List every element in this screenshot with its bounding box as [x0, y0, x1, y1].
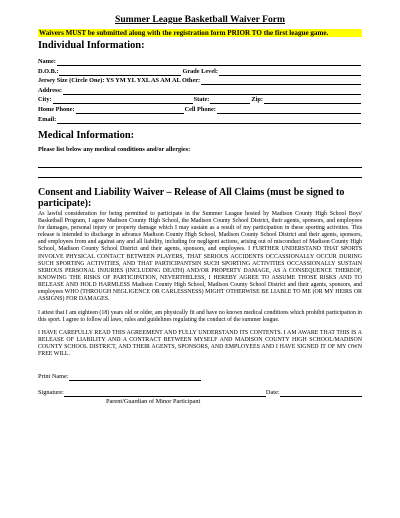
- print-name-field[interactable]: [69, 373, 201, 381]
- medical-prompt: Please list below any medical conditions and/or allergies:: [38, 145, 191, 153]
- medical-line-1[interactable]: [38, 158, 362, 168]
- city-row: [38, 95, 362, 105]
- date-field[interactable]: [280, 389, 362, 397]
- dob-row: [38, 66, 362, 76]
- cell-phone-label: Cell Phone:: [184, 105, 216, 113]
- waiver-paragraph-release: As lawful consideration for being permitted to participate in the Summer League hosted by Madison County High School Boys' Basketball Program, I agree Madison County High School, the Madison County School District, their agents, sponsors, and employees for damages, personal injury or property damage which I may sustain as a result of my participation in these sporting activities. This release is intended to discharge in advance Madison County High School, Madison County School District and their agents, sponsors, and employees from and against any and all liability, including for negligent actions, arising out of misconduct of Madison County High School, Madison County School District and their agents, sponsors, and employees. I FURTHER UNDERSTAND THAT SPORTS INVOLVE PHYSICAL CONTACT BETWEEN PLAYERS, THAT SERIOUS ACCIDENTS OCCASSIONALLY OCCUR DURING SUCH SPORTING ACTIVITIES, AND THAT PARTICIPANTSIN SUCH SPORTING ACTIVITIES OCCASSIONALLY SUSTAIN SERIOUS PERSONAL INJURIES (INCLUDING DEATH) AND/OR PROPERTY DAMAGE, AS A CONSEQUENCE THEREOF, KNOWING THE RISKS OF PARTICIPATION, NEVERTHELESS, I HEREBY AGREE TO ASSUME THOSE RISKS AND TO RELEASE AND HOLD HARMLESS Madison County High School, Madison County School District and their agents, sponsors, and employees WHO (THROUGH NEGLIGENCE OR CARLESSNESS) MIGHT OTHERWISE BE LIABLE TO ME (OR MY HEIRS OR ASSIGNS) FOR DAMAGES.: [38, 210, 362, 303]
- city-label: City:: [38, 96, 52, 104]
- print-name-row: [38, 371, 362, 381]
- individual-info-heading: Individual Information:: [38, 40, 145, 52]
- waiver-paragraph-attest: I attest that I am eighteen (18) years old or older, am physically fit and have no known medical conditions which prohibit participation in this sport. I agree to follow all laws, rules and guidelines regulating the conduct of the summer league.: [38, 309, 362, 323]
- submission-notice: Waivers MUST be submitted along with the registration form PRIOR TO the first league game.: [38, 29, 362, 37]
- zip-label: Zip:: [251, 96, 263, 104]
- name-label: Name:: [38, 58, 56, 65]
- date-label: Date:: [265, 388, 280, 396]
- address-field[interactable]: [63, 87, 361, 95]
- jersey-label: Jersey Size (Circle One): YS YM YL YXL AS AM AL Other:: [38, 77, 201, 85]
- signature-row: [38, 387, 362, 397]
- dob-field[interactable]: [59, 68, 181, 76]
- name-field[interactable]: [57, 58, 361, 66]
- signature-label: Signature:: [38, 388, 64, 396]
- phone-row: [38, 104, 362, 114]
- state-label: State:: [193, 96, 210, 104]
- grade-field[interactable]: [219, 68, 361, 76]
- address-row: [38, 85, 362, 95]
- home-phone-field[interactable]: [76, 106, 184, 114]
- jersey-other-field[interactable]: [201, 78, 361, 86]
- print-name-label: Print Name:: [38, 372, 69, 380]
- dob-label: D.O.B.:: [38, 67, 59, 75]
- email-row: [38, 114, 362, 124]
- form-title: Summer League Basketball Waiver Form: [114, 14, 286, 25]
- city-field[interactable]: [53, 97, 193, 105]
- home-phone-label: Home Phone:: [38, 105, 75, 113]
- state-field[interactable]: [210, 97, 250, 105]
- parent-guardian-label: Parent/Guardian of Minor Participant: [106, 397, 201, 405]
- grade-label: Grade Level:: [182, 67, 218, 75]
- cell-phone-field[interactable]: [217, 106, 361, 114]
- zip-field[interactable]: [264, 97, 361, 105]
- name-row: [38, 56, 362, 66]
- medical-line-2[interactable]: [38, 168, 362, 178]
- address-label: Address:: [38, 86, 63, 94]
- medical-info-heading: Medical Information:: [38, 129, 135, 141]
- waiver-heading: Consent and Liability Waiver – Release of All Claims (must be signed to participate):: [38, 186, 345, 210]
- email-label: Email:: [38, 115, 57, 123]
- signature-field[interactable]: [64, 389, 266, 397]
- waiver-paragraph-acknowledge: I HAVE CAREFULLY READ THIS AGREEMENT AND FULLY UNDERSTAND ITS CONTENTS. I AM AWARE THAT THIS IS A RELEASE OF LIABILITY AND A CONTRACT BETWEEN MYSELF AND MADISON COUNTY HIGH SCHOOL/MADISON COUNTY SCHOOL DISTRICT, AND THEIR AGENTS, SPONSORS, AND EMPLOYEES AND I HAVE SIGNED IT OF MY OWN FREE WILL.: [38, 329, 362, 358]
- email-field[interactable]: [57, 116, 361, 124]
- jersey-row: [38, 76, 362, 86]
